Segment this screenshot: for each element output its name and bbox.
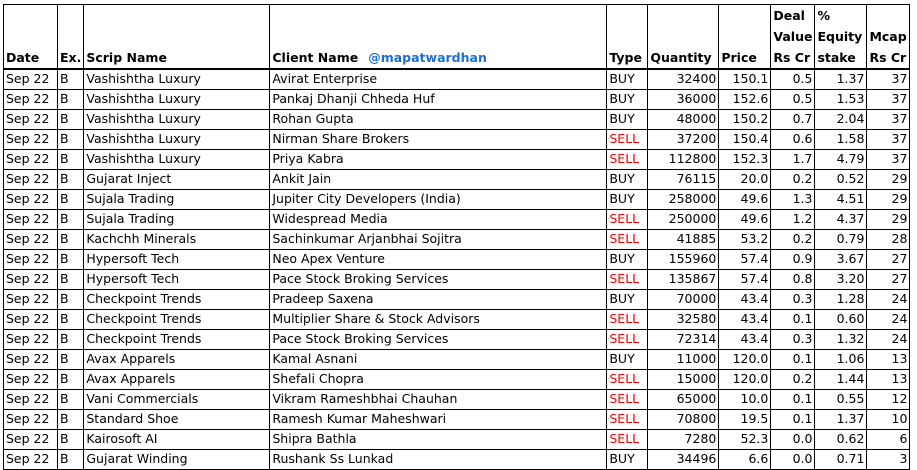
cell-date: Sep 22 — [4, 289, 58, 309]
cell-scrip: Avax Apparels — [84, 369, 270, 389]
cell-scrip: Gujarat Winding — [84, 449, 270, 469]
mcap-line1: Mcap — [869, 29, 907, 44]
cell-equity-stake: 3.67 — [815, 249, 867, 269]
cell-quantity: 36000 — [648, 89, 719, 109]
cell-mcap: 37 — [867, 69, 910, 89]
table-row — [4, 409, 910, 429]
cell-mcap: 29 — [867, 169, 910, 189]
cell-client: Rushank Ss Lunkad — [270, 449, 607, 469]
cell-equity-stake: 0.52 — [815, 169, 867, 189]
table-row — [4, 109, 910, 129]
cell-quantity: 258000 — [648, 189, 719, 209]
cell-type: SELL — [607, 269, 648, 289]
cell-mcap: 10 — [867, 409, 910, 429]
cell-type: SELL — [607, 329, 648, 349]
cell-deal-value: 0.2 — [771, 369, 815, 389]
cell-exchange: B — [58, 169, 84, 189]
table-row — [4, 69, 910, 89]
cell-deal-value: 0.7 — [771, 109, 815, 129]
cell-price: 43.4 — [719, 309, 771, 329]
cell-deal-value: 0.0 — [771, 449, 815, 469]
cell-price: 150.2 — [719, 109, 771, 129]
cell-mcap: 6 — [867, 429, 910, 449]
cell-date: Sep 22 — [4, 209, 58, 229]
cell-client: Shipra Bathla — [270, 429, 607, 449]
cell-type: SELL — [607, 369, 648, 389]
cell-client: Widespread Media — [270, 209, 607, 229]
cell-quantity: 41885 — [648, 229, 719, 249]
cell-mcap: 29 — [867, 189, 910, 209]
cell-exchange: B — [58, 229, 84, 249]
cell-quantity: 70800 — [648, 409, 719, 429]
col-header-mcap — [867, 5, 910, 70]
cell-mcap: 28 — [867, 229, 910, 249]
cell-equity-stake: 0.62 — [815, 429, 867, 449]
col-header-type: Type — [607, 5, 648, 70]
cell-quantity: 32580 — [648, 309, 719, 329]
col-header-client — [270, 5, 607, 70]
cell-exchange: B — [58, 129, 84, 149]
cell-date: Sep 22 — [4, 189, 58, 209]
cell-deal-value: 1.7 — [771, 149, 815, 169]
cell-exchange: B — [58, 289, 84, 309]
cell-scrip: Checkpoint Trends — [84, 289, 270, 309]
cell-type: BUY — [607, 249, 648, 269]
cell-price: 150.1 — [719, 69, 771, 89]
cell-equity-stake: 1.37 — [815, 69, 867, 89]
cell-scrip: Standard Shoe — [84, 409, 270, 429]
header-row — [4, 5, 910, 70]
cell-quantity: 37200 — [648, 129, 719, 149]
cell-mcap: 29 — [867, 209, 910, 229]
cell-exchange: B — [58, 309, 84, 329]
cell-quantity: 15000 — [648, 369, 719, 389]
cell-date: Sep 22 — [4, 169, 58, 189]
cell-type: BUY — [607, 89, 648, 109]
cell-scrip: Checkpoint Trends — [84, 309, 270, 329]
cell-type: SELL — [607, 389, 648, 409]
cell-scrip: Sujala Trading — [84, 189, 270, 209]
cell-mcap: 37 — [867, 149, 910, 169]
cell-price: 49.6 — [719, 189, 771, 209]
cell-date: Sep 22 — [4, 309, 58, 329]
cell-deal-value: 0.1 — [771, 409, 815, 429]
cell-equity-stake: 0.79 — [815, 229, 867, 249]
cell-exchange: B — [58, 249, 84, 269]
cell-equity-stake: 1.44 — [815, 369, 867, 389]
cell-price: 120.0 — [719, 369, 771, 389]
equity-line3: stake — [817, 50, 856, 65]
cell-exchange: B — [58, 429, 84, 449]
cell-scrip: Vani Commercials — [84, 389, 270, 409]
cell-date: Sep 22 — [4, 249, 58, 269]
cell-deal-value: 0.8 — [771, 269, 815, 289]
cell-type: BUY — [607, 109, 648, 129]
col-header-equity-stake — [815, 5, 867, 70]
cell-equity-stake: 0.60 — [815, 309, 867, 329]
cell-type: BUY — [607, 289, 648, 309]
cell-quantity: 65000 — [648, 389, 719, 409]
cell-price: 57.4 — [719, 269, 771, 289]
table-row — [4, 229, 910, 249]
cell-scrip: Hypersoft Tech — [84, 249, 270, 269]
cell-equity-stake: 4.79 — [815, 149, 867, 169]
table-row — [4, 289, 910, 309]
cell-quantity: 48000 — [648, 109, 719, 129]
cell-client: Sachinkumar Arjanbhai Sojitra — [270, 229, 607, 249]
cell-deal-value: 0.1 — [771, 309, 815, 329]
cell-price: 120.0 — [719, 349, 771, 369]
cell-exchange: B — [58, 149, 84, 169]
cell-mcap: 37 — [867, 129, 910, 149]
cell-deal-value: 1.2 — [771, 209, 815, 229]
cell-quantity: 250000 — [648, 209, 719, 229]
cell-equity-stake: 1.58 — [815, 129, 867, 149]
cell-equity-stake: 3.20 — [815, 269, 867, 289]
cell-equity-stake: 4.51 — [815, 189, 867, 209]
table-row — [4, 349, 910, 369]
cell-exchange: B — [58, 329, 84, 349]
cell-mcap: 27 — [867, 249, 910, 269]
cell-deal-value: 0.1 — [771, 389, 815, 409]
cell-client: Shefali Chopra — [270, 369, 607, 389]
cell-equity-stake: 1.28 — [815, 289, 867, 309]
table-row — [4, 269, 910, 289]
cell-client: Neo Apex Venture — [270, 249, 607, 269]
cell-date: Sep 22 — [4, 229, 58, 249]
cell-quantity: 72314 — [648, 329, 719, 349]
cell-date: Sep 22 — [4, 449, 58, 469]
cell-equity-stake: 2.04 — [815, 109, 867, 129]
cell-type: SELL — [607, 309, 648, 329]
cell-mcap: 12 — [867, 389, 910, 409]
cell-quantity: 34496 — [648, 449, 719, 469]
cell-quantity: 7280 — [648, 429, 719, 449]
cell-mcap: 13 — [867, 369, 910, 389]
cell-scrip: Checkpoint Trends — [84, 329, 270, 349]
cell-exchange: B — [58, 269, 84, 289]
cell-type: BUY — [607, 69, 648, 89]
cell-date: Sep 22 — [4, 389, 58, 409]
cell-scrip: Gujarat Inject — [84, 169, 270, 189]
cell-scrip: Avax Apparels — [84, 349, 270, 369]
cell-price: 43.4 — [719, 329, 771, 349]
table-row — [4, 169, 910, 189]
cell-exchange: B — [58, 389, 84, 409]
cell-equity-stake: 0.71 — [815, 449, 867, 469]
cell-client: Multiplier Share & Stock Advisors — [270, 309, 607, 329]
cell-quantity: 32400 — [648, 69, 719, 89]
cell-client: Pace Stock Broking Services — [270, 269, 607, 289]
table-row — [4, 329, 910, 349]
col-header-scrip: Scrip Name — [84, 5, 270, 70]
deal-value-line3: Rs Cr — [773, 50, 811, 65]
cell-price: 10.0 — [719, 389, 771, 409]
table-row — [4, 129, 910, 149]
cell-type: BUY — [607, 449, 648, 469]
cell-mcap: 24 — [867, 309, 910, 329]
col-header-date: Date — [4, 5, 58, 70]
deal-value-line1: Deal — [773, 8, 805, 23]
cell-quantity: 76115 — [648, 169, 719, 189]
cell-mcap: 24 — [867, 329, 910, 349]
cell-date: Sep 22 — [4, 329, 58, 349]
cell-date: Sep 22 — [4, 409, 58, 429]
cell-client: Ankit Jain — [270, 169, 607, 189]
cell-mcap: 37 — [867, 109, 910, 129]
cell-mcap: 27 — [867, 269, 910, 289]
cell-mcap: 13 — [867, 349, 910, 369]
cell-type: SELL — [607, 229, 648, 249]
cell-price: 53.2 — [719, 229, 771, 249]
cell-client: Rohan Gupta — [270, 109, 607, 129]
equity-line1: % — [817, 8, 830, 23]
cell-date: Sep 22 — [4, 109, 58, 129]
cell-date: Sep 22 — [4, 69, 58, 89]
table-row — [4, 369, 910, 389]
cell-equity-stake: 1.53 — [815, 89, 867, 109]
cell-client: Nirman Share Brokers — [270, 129, 607, 149]
cell-client: Pankaj Dhanji Chheda Huf — [270, 89, 607, 109]
cell-scrip: Vashishtha Luxury — [84, 89, 270, 109]
cell-quantity: 11000 — [648, 349, 719, 369]
cell-type: SELL — [607, 409, 648, 429]
cell-client: Avirat Enterprise — [270, 69, 607, 89]
cell-exchange: B — [58, 449, 84, 469]
equity-line2: Equity — [817, 29, 863, 44]
cell-client: Jupiter City Developers (India) — [270, 189, 607, 209]
cell-date: Sep 22 — [4, 349, 58, 369]
table-row — [4, 309, 910, 329]
cell-client: Ramesh Kumar Maheshwari — [270, 409, 607, 429]
cell-exchange: B — [58, 89, 84, 109]
cell-mcap: 3 — [867, 449, 910, 469]
cell-quantity: 135867 — [648, 269, 719, 289]
table-row — [4, 249, 910, 269]
table-body — [4, 69, 910, 469]
cell-equity-stake: 1.32 — [815, 329, 867, 349]
cell-mcap: 24 — [867, 289, 910, 309]
cell-price: 20.0 — [719, 169, 771, 189]
cell-price: 6.6 — [719, 449, 771, 469]
table-row — [4, 429, 910, 449]
cell-exchange: B — [58, 189, 84, 209]
col-header-exchange: Ex. — [58, 5, 84, 70]
cell-price: 49.6 — [719, 209, 771, 229]
cell-scrip: Hypersoft Tech — [84, 269, 270, 289]
cell-exchange: B — [58, 109, 84, 129]
bulk-deals-table — [3, 4, 910, 470]
cell-scrip: Vashishtha Luxury — [84, 149, 270, 169]
cell-exchange: B — [58, 349, 84, 369]
cell-equity-stake: 1.37 — [815, 409, 867, 429]
cell-exchange: B — [58, 209, 84, 229]
cell-price: 43.4 — [719, 289, 771, 309]
cell-type: SELL — [607, 149, 648, 169]
col-header-price: Price — [719, 5, 771, 70]
cell-scrip: Vashishtha Luxury — [84, 129, 270, 149]
col-header-quantity: Quantity — [648, 5, 719, 70]
cell-type: BUY — [607, 349, 648, 369]
table-row — [4, 149, 910, 169]
cell-deal-value: 0.0 — [771, 429, 815, 449]
cell-type: SELL — [607, 209, 648, 229]
cell-date: Sep 22 — [4, 269, 58, 289]
cell-exchange: B — [58, 369, 84, 389]
cell-price: 19.5 — [719, 409, 771, 429]
cell-equity-stake: 1.06 — [815, 349, 867, 369]
cell-price: 152.6 — [719, 89, 771, 109]
cell-deal-value: 0.5 — [771, 69, 815, 89]
cell-exchange: B — [58, 69, 84, 89]
cell-deal-value: 0.9 — [771, 249, 815, 269]
cell-client: Pradeep Saxena — [270, 289, 607, 309]
cell-equity-stake: 4.37 — [815, 209, 867, 229]
table-row — [4, 189, 910, 209]
cell-exchange: B — [58, 409, 84, 429]
cell-scrip: Kairosoft AI — [84, 429, 270, 449]
cell-deal-value: 0.3 — [771, 289, 815, 309]
table-row — [4, 449, 910, 469]
table-row — [4, 389, 910, 409]
cell-type: SELL — [607, 429, 648, 449]
cell-type: SELL — [607, 129, 648, 149]
cell-deal-value: 1.3 — [771, 189, 815, 209]
table-row — [4, 209, 910, 229]
cell-deal-value: 0.2 — [771, 169, 815, 189]
cell-client: Priya Kabra — [270, 149, 607, 169]
cell-deal-value: 0.1 — [771, 349, 815, 369]
cell-deal-value: 0.6 — [771, 129, 815, 149]
cell-price: 57.4 — [719, 249, 771, 269]
cell-deal-value: 0.3 — [771, 329, 815, 349]
cell-date: Sep 22 — [4, 89, 58, 109]
cell-date: Sep 22 — [4, 149, 58, 169]
cell-scrip: Sujala Trading — [84, 209, 270, 229]
col-header-deal-value — [771, 5, 815, 70]
cell-date: Sep 22 — [4, 429, 58, 449]
cell-quantity: 112800 — [648, 149, 719, 169]
cell-date: Sep 22 — [4, 129, 58, 149]
cell-quantity: 70000 — [648, 289, 719, 309]
cell-price: 52.3 — [719, 429, 771, 449]
cell-date: Sep 22 — [4, 369, 58, 389]
cell-mcap: 37 — [867, 89, 910, 109]
deal-value-line2: Value — [773, 29, 813, 44]
cell-quantity: 155960 — [648, 249, 719, 269]
cell-client: Kamal Asnani — [270, 349, 607, 369]
cell-client: Vikram Rameshbhai Chauhan — [270, 389, 607, 409]
cell-scrip: Vashishtha Luxury — [84, 109, 270, 129]
cell-price: 150.4 — [719, 129, 771, 149]
cell-price: 152.3 — [719, 149, 771, 169]
cell-deal-value: 0.2 — [771, 229, 815, 249]
mcap-line2: Rs Cr — [869, 50, 907, 65]
cell-scrip: Kachchh Minerals — [84, 229, 270, 249]
author-handle: @mapatwardhan — [368, 50, 487, 65]
cell-deal-value: 0.5 — [771, 89, 815, 109]
cell-type: BUY — [607, 169, 648, 189]
cell-client: Pace Stock Broking Services — [270, 329, 607, 349]
cell-type: BUY — [607, 189, 648, 209]
cell-scrip: Vashishtha Luxury — [84, 69, 270, 89]
client-header-label: Client Name — [272, 50, 359, 65]
cell-equity-stake: 0.55 — [815, 389, 867, 409]
table-row — [4, 89, 910, 109]
